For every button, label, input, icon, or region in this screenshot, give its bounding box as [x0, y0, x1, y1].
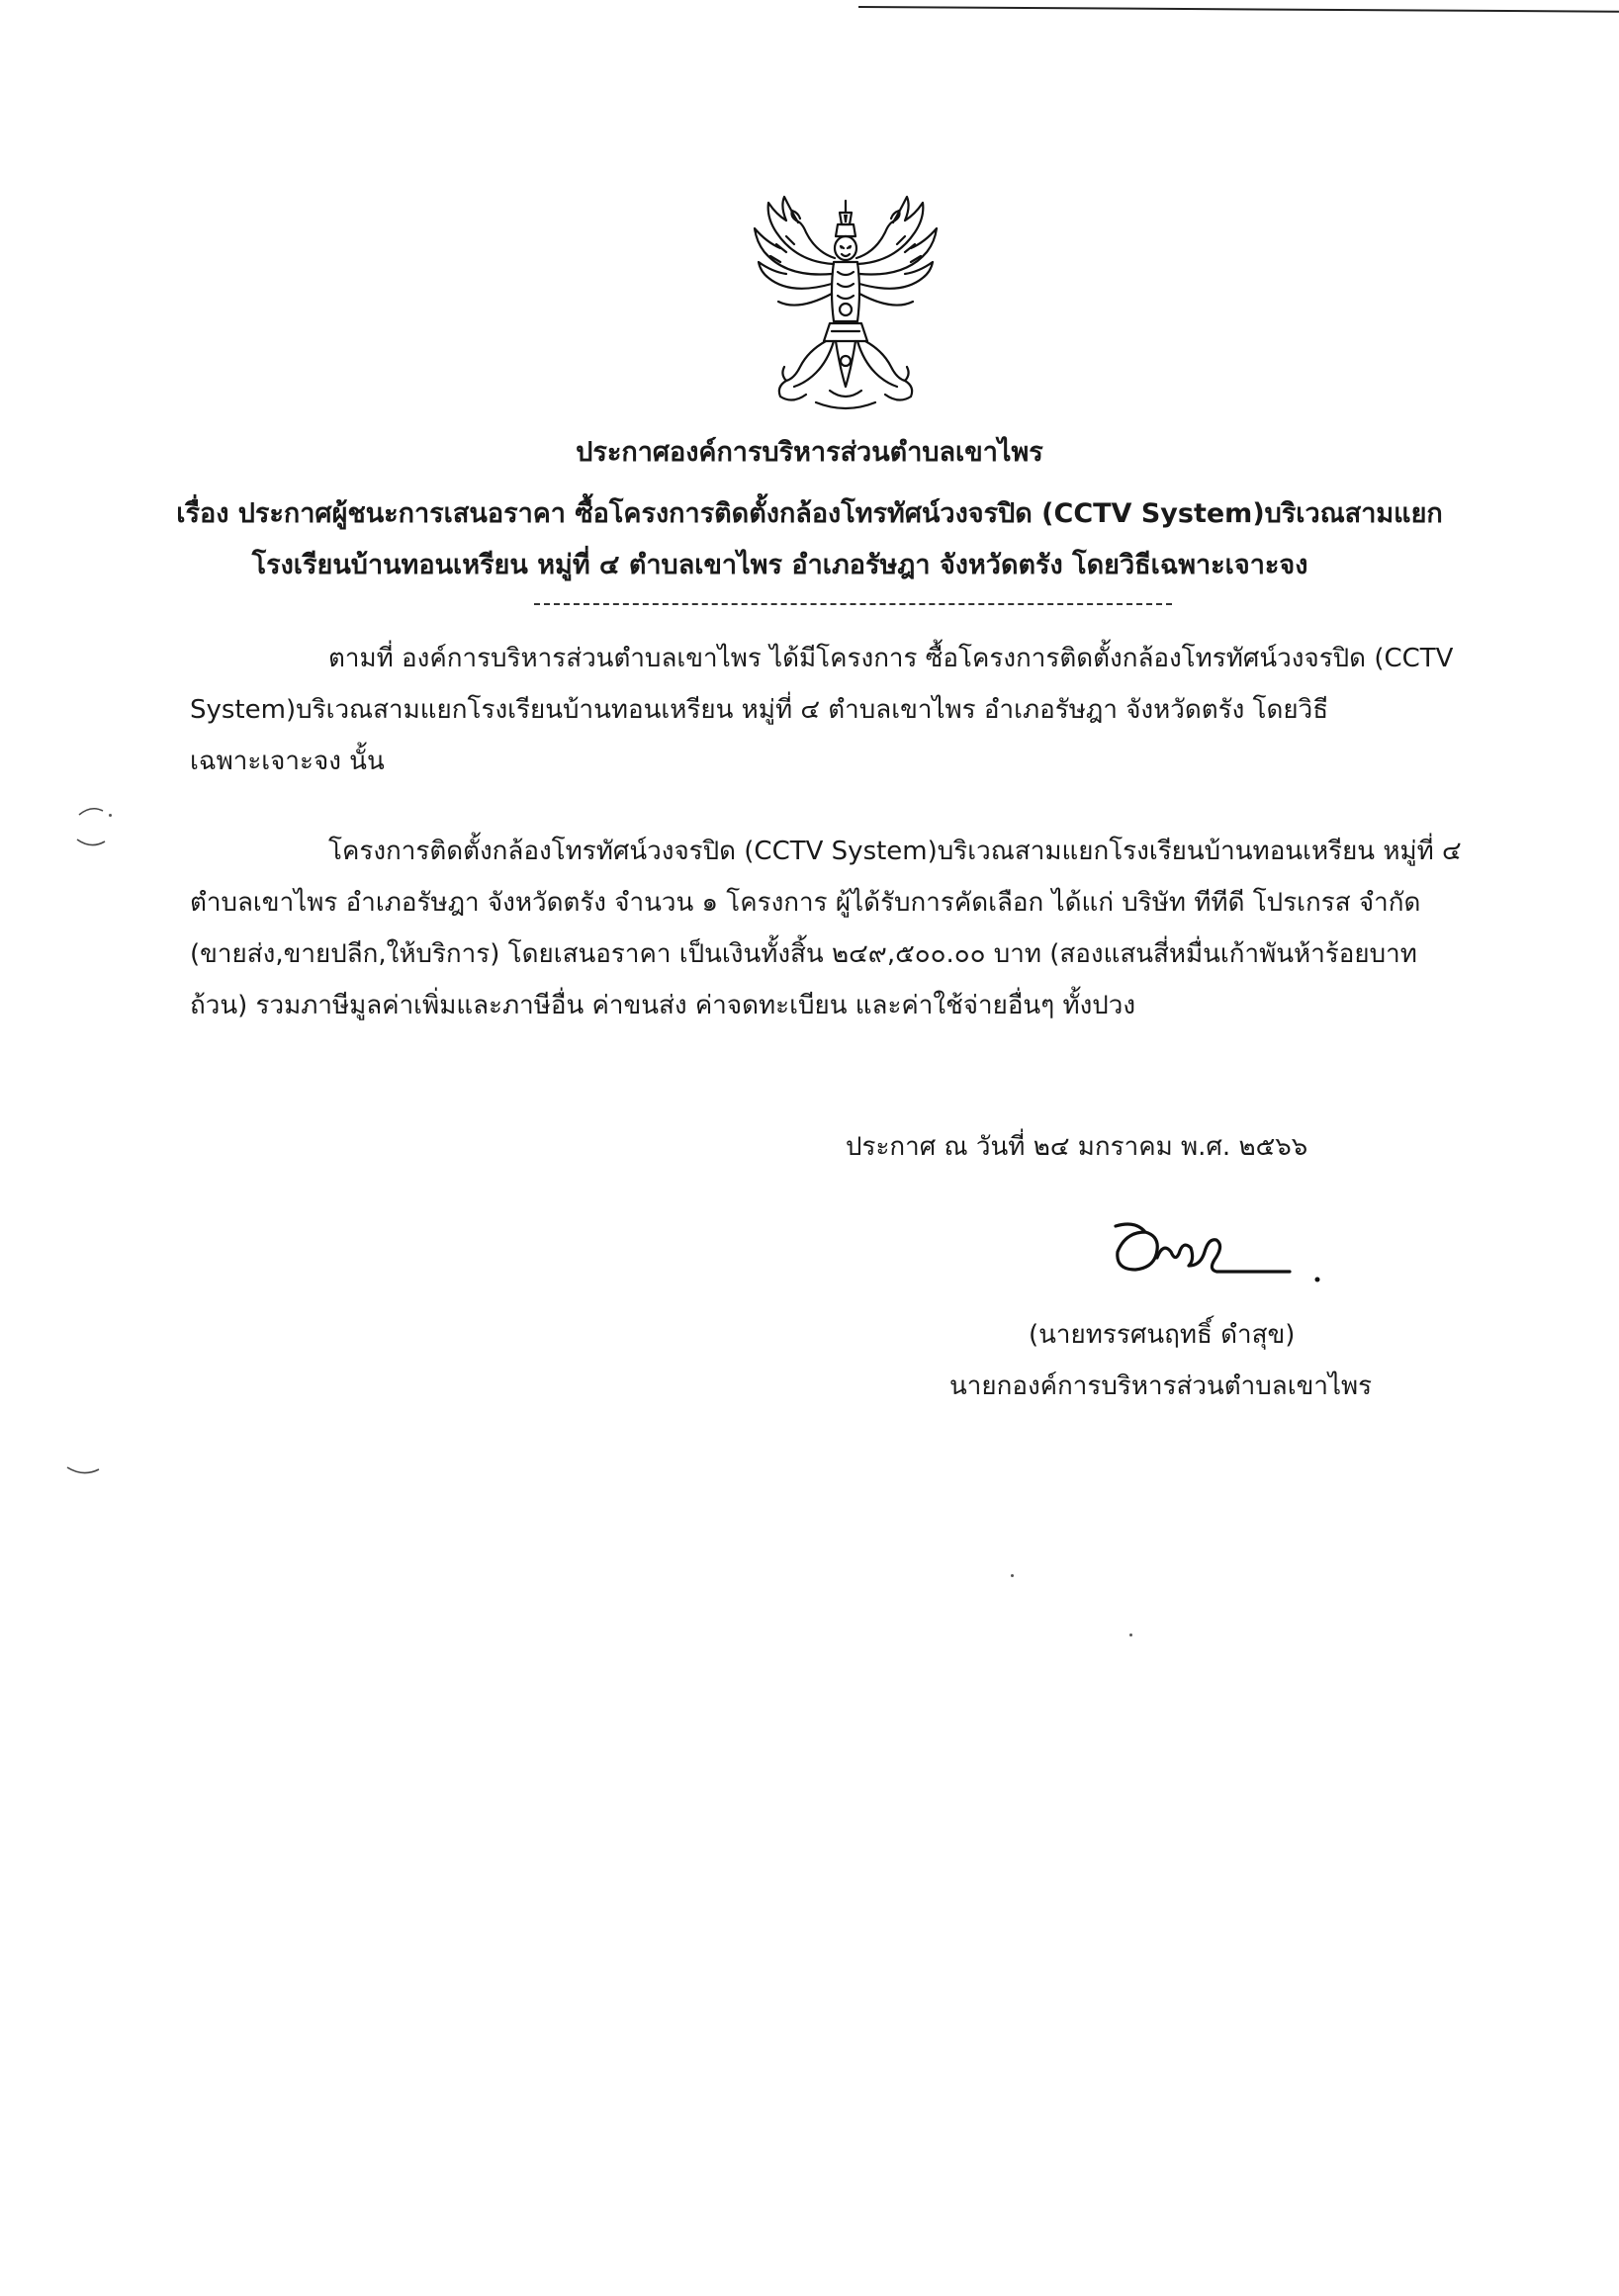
paragraph-1 [190, 633, 1505, 787]
scan-speck [1011, 1574, 1014, 1577]
paragraph-1-line: เฉพาะเจาะจง นั้น [190, 747, 385, 776]
signer-title: นายกองค์การบริหารส่วนตำบลเขาไพร [949, 1371, 1373, 1401]
paragraph-2-line: ตำบลเขาไพร อำเภอรัษฎา จังหวัดตรัง จำนวน ๑ โครงการ ผู้ได้รับการคัดเลือก ได้แก่ บริษัท ทีทีดี โปรเกรส จำกัด [190, 888, 1421, 918]
subject-line-2: โรงเรียนบ้านทอนเหรียน หมู่ที่ ๔ ตำบลเขาไพร อำเภอรัษฎา จังหวัดตรัง โดยวิธีเฉพาะเจาะจง [251, 550, 1308, 580]
announcement-date: ประกาศ ณ วันที่ ๒๔ มกราคม พ.ศ. ๒๕๖๖ [846, 1132, 1308, 1162]
garuda-emblem-icon [747, 193, 944, 415]
subject-line-1: เรื่อง ประกาศผู้ชนะการเสนอราคา ซื้อโครงการติดตั้งกล้องโทรทัศน์วงจรปิด (CCTV System)บริเวณสามแยก [176, 498, 1443, 529]
scan-speck [1129, 1634, 1132, 1636]
paragraph-1-line: System)บริเวณสามแยกโรงเรียนบ้านทอนเหรียน หมู่ที่ ๔ ตำบลเขาไพร อำเภอรัษฎา จังหวัดตรัง โดยวิธี [190, 695, 1329, 725]
top-edge-line [858, 6, 1619, 13]
divider-line [534, 603, 1172, 605]
punch-hole-mark [73, 803, 113, 819]
handwritten-signature [1106, 1218, 1333, 1297]
punch-hole-mark [63, 1463, 103, 1479]
scan-speck [109, 814, 112, 817]
punch-hole-mark [71, 836, 111, 851]
paragraph-1-line: ตามที่ องค์การบริหารส่วนตำบลเขาไพร ได้มีโครงการ ซื้อโครงการติดตั้งกล้องโทรทัศน์วงจรปิด (CCTV [328, 644, 1454, 673]
announcement-title: ประกาศองค์การบริหารส่วนตำบลเขาไพร [576, 437, 1043, 468]
signer-name: (นายทรรศนฤทธิ์ ดำสุข) [1029, 1320, 1296, 1350]
paragraph-2-line: (ขายส่ง,ขายปลีก,ให้บริการ) โดยเสนอราคา เป็นเงินทั้งสิ้น ๒๔๙,๕๐๐.๐๐ บาท (สองแสนสี่หมื่นเก้าพันห้าร้อยบาท [190, 939, 1417, 969]
paragraph-2 [190, 826, 1505, 1031]
paragraph-2-line: โครงการติดตั้งกล้องโทรทัศน์วงจรปิด (CCTV System)บริเวณสามแยกโรงเรียนบ้านทอนเหรียน หมู่ที่ ๔ [328, 837, 1462, 866]
paragraph-2-line: ถ้วน) รวมภาษีมูลค่าเพิ่มและภาษีอื่น ค่าขนส่ง ค่าจดทะเบียน และค่าใช้จ่ายอื่นๆ ทั้งปวง [190, 991, 1136, 1020]
